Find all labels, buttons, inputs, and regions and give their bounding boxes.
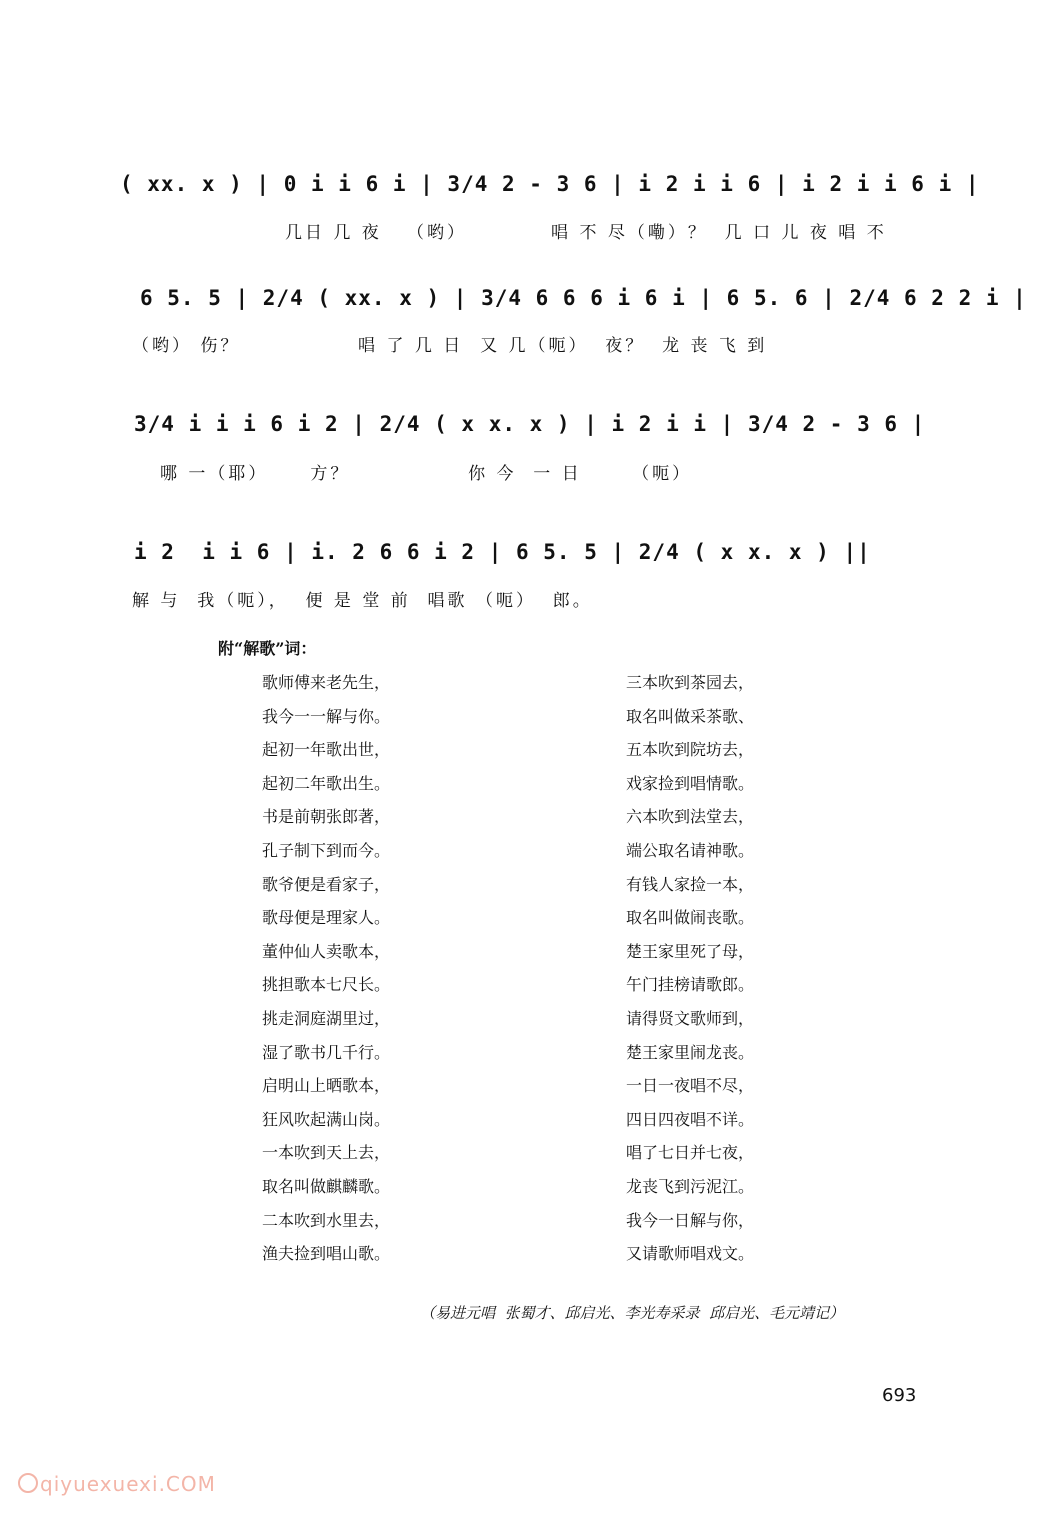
score-system-1-lyrics: 几日 几 夜 （哟） 唱 不 尽（嘞）？ 几 口 儿 夜 唱 不 [285, 223, 887, 243]
watermark-text: qiyuexuexi.COM [40, 1472, 216, 1496]
verse-line: 取名叫做采茶歌、 [626, 706, 755, 726]
verse-line: 五本吹到院坊去， [626, 740, 755, 760]
verse-line: 书是前朝张郎著， [262, 807, 391, 827]
verse-line: 端公取名请神歌。 [626, 840, 755, 860]
verse-line: 三本吹到茶园去， [626, 673, 755, 692]
verse-line: 有钱人家捡一本， [626, 874, 755, 894]
site-watermark [18, 1472, 216, 1496]
recording-credits: （易进元唱 张蜀才、邱启光、李光寿采录 邱启光、毛元靖记） [420, 1304, 845, 1322]
verse-line: 取名叫做麒麟歌。 [262, 1176, 391, 1196]
score-system-4-notes: i 2 i i 6 | i. 2 6 6 i 2 | 6 5. 5 | 2/4 ( x x. x ) || [134, 540, 871, 564]
appendix-title: 附“解歌”词： [218, 639, 317, 658]
verse-line: 二本吹到水里去， [262, 1210, 391, 1230]
watermark-logo-icon [18, 1473, 38, 1493]
score-system-3-notes: 3/4 i i i 6 i 2 | 2/4 ( x x. x ) | i 2 i i | 3/4 2 - 3 6 | [134, 412, 926, 436]
verse-line: 一本吹到天上去， [262, 1143, 391, 1163]
verse-line: 又请歌师唱戏文。 [626, 1244, 755, 1264]
verse-line: 挑走洞庭湖里过， [262, 1008, 391, 1028]
verse-line: 歌母便是理家人。 [262, 908, 391, 928]
verse-line: 取名叫做闹丧歌。 [626, 908, 755, 928]
verse-line: 请得贤文歌师到， [626, 1008, 755, 1028]
score-system-2-lyrics: （哟） 伤？ 唱 了 几 日 又 几（呃） 夜？ 龙 丧 飞 到 [132, 336, 768, 356]
verse-line: 起初一年歌出世， [262, 740, 391, 760]
score-system-1-notes: ( xx. x ) | 0 i i 6 i | 3/4 2 - 3 6 | i 2 i i 6 | i 2 i i 6 i | [120, 172, 980, 196]
verse-line: 戏家捡到唱情歌。 [626, 773, 755, 793]
verse-line: 一日一夜唱不尽， [626, 1076, 755, 1096]
score-system-3-lyrics: 哪 一（耶） 方？ 你 今 一 日 （呃） [160, 464, 693, 484]
verse-line: 楚王家里闹龙丧。 [626, 1042, 755, 1062]
verse-line: 歌师傅来老先生， [262, 673, 391, 692]
verse-line: 孔子制下到而今。 [262, 840, 391, 860]
verse-line: 起初二年歌出生。 [262, 773, 391, 793]
verse-line: 我今一日解与你， [626, 1210, 755, 1230]
appendix-right-column [626, 666, 754, 1271]
page-number: 693 [882, 1385, 917, 1406]
score-system-2-notes: 6 5. 5 | 2/4 ( xx. x ) | 3/4 6 6 6 i 6 i | 6 5. 6 | 2/4 6 2 2 i | [140, 286, 1027, 310]
verse-line: 狂风吹起满山岗。 [262, 1109, 391, 1129]
verse-line: 龙丧飞到污泥江。 [626, 1176, 755, 1196]
score-system-4-lyrics: 解 与 我（呃）， 便 是 堂 前 唱歌 （呃） 郎。 [132, 591, 593, 611]
appendix-left-column [262, 666, 390, 1271]
verse-line: 启明山上晒歌本， [262, 1076, 391, 1096]
verse-line: 渔夫捡到唱山歌。 [262, 1244, 391, 1264]
verse-line: 楚王家里死了母， [626, 941, 755, 961]
verse-line: 唱了七日并七夜， [626, 1143, 755, 1163]
verse-line: 董仲仙人卖歌本， [262, 941, 391, 961]
verse-line: 挑担歌本七尺长。 [262, 975, 391, 995]
verse-line: 湿了歌书几千行。 [262, 1042, 391, 1062]
verse-line: 午门挂榜请歌郎。 [626, 975, 755, 995]
verse-line: 我今一一解与你。 [262, 706, 391, 726]
verse-line: 歌爷便是看家子， [262, 874, 391, 894]
verse-line: 六本吹到法堂去， [626, 807, 755, 827]
verse-line: 四日四夜唱不详。 [626, 1109, 755, 1129]
